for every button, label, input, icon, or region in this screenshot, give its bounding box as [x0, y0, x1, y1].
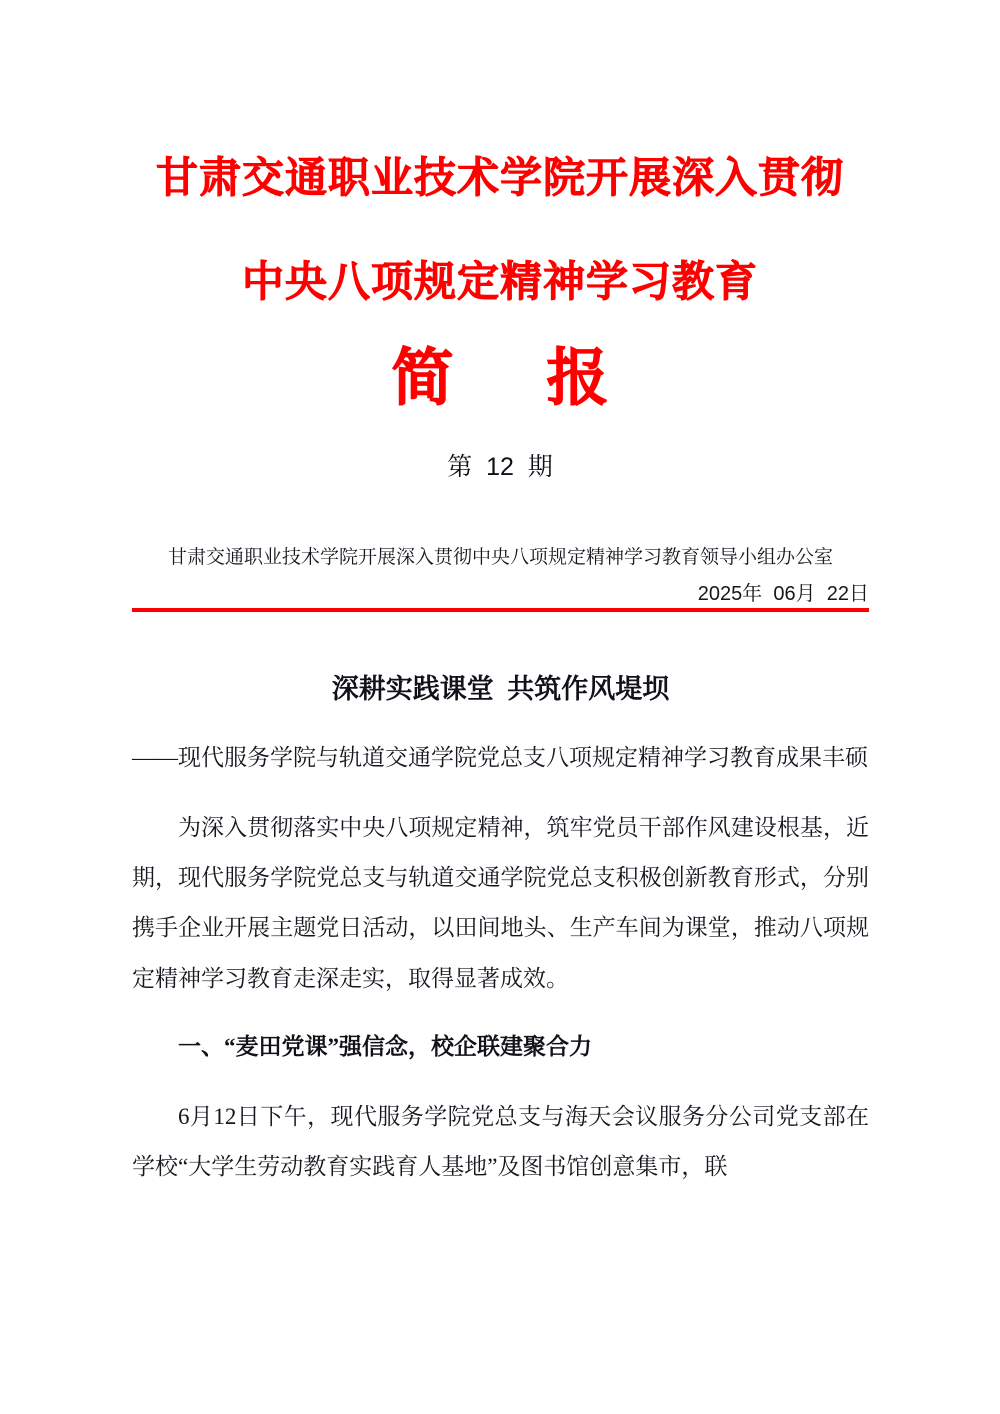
- masthead-title-line-2: 中央八项规定精神学习教育: [241, 260, 758, 306]
- masthead-title-line-1: 甘肃交通职业技术学院开展深入贯彻: [155, 156, 844, 202]
- article-title: 深耕实践课堂 共筑作风堤坝: [331, 674, 670, 704]
- article-body: [132, 650, 869, 1192]
- issuer-block: [132, 544, 869, 609]
- document-type-label: 简 报: [391, 345, 609, 413]
- masthead: [0, 0, 1000, 480]
- article-paragraph-1: 为深入贯彻落实中央八项规定精神，筑牢党员干部作风建设根基，近期，现代服务学院党总支与轨道交通学院党总支积极创新教育形式，分别携手企业开展主题党日活动，以田间地头、生产车间为课堂，推动八项规定精神学习教育走深走实，取得显著成效。: [132, 815, 869, 991]
- issuing-organization: 甘肃交通职业技术学院开展深入贯彻中央八项规定精神学习教育领导小组办公室: [167, 547, 833, 568]
- article-subtitle: ——现代服务学院与轨道交通学院党总支八项规定精神学习教育成果丰硕: [132, 745, 868, 771]
- section-1-paragraph: 6月12日下午，现代服务学院党总支与海天会议服务分公司党支部在学校“大学生劳动教育实践育人基地”及图书馆创意集市，联: [132, 1103, 869, 1179]
- section-heading-1: 一、“麦田党课”强信念，校企联建聚合力: [178, 1033, 592, 1059]
- issue-number-label: 第 12 期: [447, 453, 553, 481]
- issue-date: 2025年 06月 22日: [697, 582, 869, 605]
- masthead-divider-rule: [132, 608, 869, 612]
